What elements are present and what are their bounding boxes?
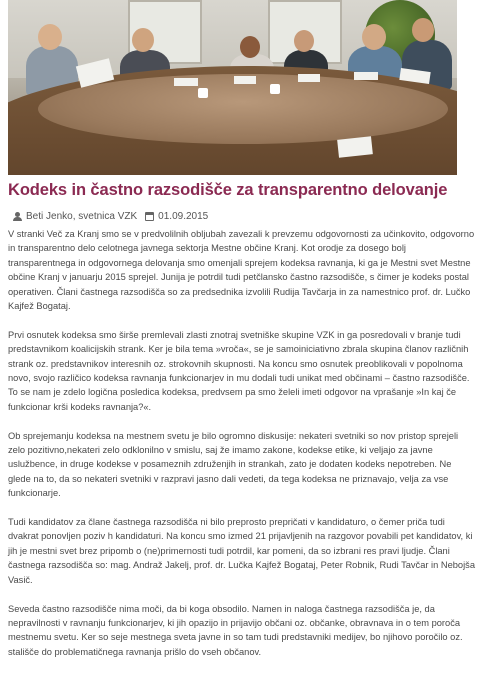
photo-person-head [412, 18, 434, 42]
photo-nameplate [174, 78, 198, 86]
photo-person-head [240, 36, 260, 58]
photo-paper [337, 136, 373, 157]
article-paragraph: Tudi kandidatov za člane častnega razsodišča ni bilo preprosto prepričati v kandidaturo, o čemer priča tudi dvakrat ponovljen poziv h kandidaturi. Na koncu smo izmed 21 prijavljenih na razgovor povabili pet kandidatov, ki jih je mestni svet brez pripomb o (ne)primernosti tudi potrdil, kar pomeni, da so izbrani res pravi ljudje. Člani častnega razsodišča so: mag. Andraž Jakelj, prof. dr. Lučka Kajfež Bogataj, Peter Robnik, Rudi Tavčar in Nebojša Vasič. [8, 517, 475, 585]
photo-table-top [38, 74, 448, 144]
photo-cup [198, 88, 208, 98]
photo-person-head [38, 24, 62, 50]
article-author: Beti Jenko, svetnica VZK [26, 211, 138, 222]
photo-person-head [294, 30, 314, 52]
article-date: 01.09.2015 [158, 211, 209, 222]
article-title: Kodeks in častno razsodišče za transparentno delovanje [8, 181, 448, 199]
article-paragraph: Prvi osnutek kodeksa smo širše premlevali zlasti znotraj svetniške skupine VZK in ga posredovali v branje tudi predstavnikom koalicijskih strank. Ker je bila tema »vroča«, se je samoiniciativno zbrala skupina članov različnih strank oz. predstavnikov interesnih oz. strokovnih skupnosti. Na koncu smo osnutek preoblikovali v popolnoma novo, svojo različico kodeksa ravnanja funkcionarjev in mu dodali tudi unikat med občinami – častno razsodišče. To se nam je zdelo logična posledica kodeksa, predvsem pa smo želeli imeti odgovor na vprašanje »In kaj če funkcionar krši kodeks ravnanja?«. [8, 329, 470, 412]
photo-cup [270, 84, 280, 94]
article-paragraph: V stranki Več za Kranj smo se v predvolilnih obljubah zavezali k prevzemu odgovornosti za učinkovito, odgovorno in transparentno delo celotnega javnega sektorja Mestne občine Kranj. Kot orodje za dosego bolj transparentnega in odgovornega delovanja smo omenjali sprejem kodeksa ravnanja, ki ga je Mestni svet Mestne občine Kranj v januarju 2015 sprejel. Junija je potrdil tudi petčlansko častno razsodišče, s čimer je kodeks postal operativen. Člani častnega razsodišča so za predsednika izvolili Rudija Tavčarja in za namestnico prof. dr. Lučko Kajfež Bogataj. [8, 229, 475, 312]
photo-nameplate [354, 72, 378, 80]
article-paragraph: Ob sprejemanju kodeksa na mestnem svetu je bilo ogromno diskusije: nekateri svetniki so nov pristop sprejeli zelo pozitivno,nekateri zelo odklonilno v smislu, saj že imamo zakone, kodekse etike, ki veljajo za javne uslužbence, in druge kodekse v posameznih združenjih in strankah, zato je dodaten kodeks nepotreben. Ne glede na to, da so nekateri svetniki v razpravi jasno dali vedeti, da tega kodeksa ne priznavajo, velja za vse funkcionarje. [8, 430, 459, 499]
article-photo [8, 0, 457, 175]
photo-nameplate [298, 74, 320, 82]
calendar-icon [145, 212, 154, 221]
article-body [8, 227, 476, 674]
article-paragraph: Seveda častno razsodišče nima moči, da bi koga obsodilo. Namen in naloga častnega razsodišča je, da nepravilnosti v ravnanju funkcionarjev, ki jih opazijo in prijavijo občani oz. občanke, obravnava in o tem poroča mestnemu svetu. Ker so seje mestnega sveta javne in so tam tudi predstavniki medijev, bo njihovo poročilo oz. stališče do problematičnega ravnanja prišlo do vseh občanov. [8, 603, 463, 657]
photo-nameplate [234, 76, 256, 84]
article-meta [13, 211, 208, 222]
photo-person-head [362, 24, 386, 50]
photo-person-head [132, 28, 154, 52]
user-icon [13, 212, 22, 221]
